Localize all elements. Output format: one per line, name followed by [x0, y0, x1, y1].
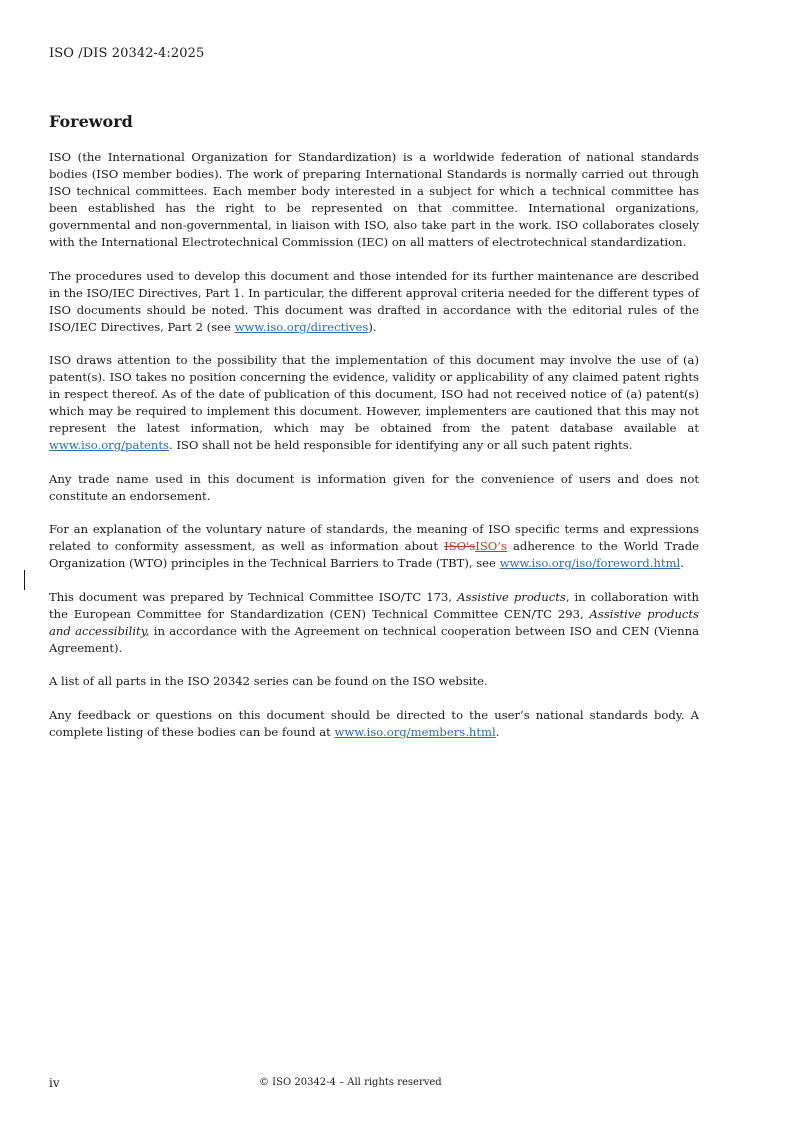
committee-title: Assistive products and accessibility, — [49, 606, 700, 638]
foreword-body — [49, 149, 699, 757]
copyright-notice: © ISO 20342-4 – All rights reserved — [259, 1077, 442, 1088]
paragraph-procedures — [49, 268, 699, 336]
patents-link[interactable]: www.iso.org/patents — [49, 438, 169, 452]
paragraph-text: in accordance with the Agreement on technical cooperation between ISO and CEN (Vienna Agreement). — [49, 623, 699, 655]
page-number: iv — [49, 1076, 60, 1090]
inserted-text: ISO’s — [475, 539, 507, 553]
foreword-link[interactable]: www.iso.org/iso/foreword.html — [499, 556, 681, 570]
paragraph-intro: ISO (the International Organization for Standardization) is a worldwide federation of national standards bodies (ISO member bodies). The work of preparing International Standards is normally carried out through ISO technical committees. Each member body interested in a subject for which a technical committee has been established has the right to be represented on that committee. International organizations, governmental and non-governmental, in liaison with ISO, also take part in the work. ISO collaborates closely with the International Electrotechnical Commission (IEC) on all matters of electrotechnical standardization. — [49, 150, 699, 249]
paragraph-trade-name: Any trade name used in this document is information given for the convenience of users and does not constitute an endorsement. — [49, 471, 699, 503]
section-heading: Foreword — [49, 112, 133, 131]
paragraph-text: , in collaboration with the European Committee for Standardization (CEN) Technical Committee CEN/TC 293, — [49, 589, 699, 621]
paragraph-voluntary — [49, 521, 699, 572]
document-id: ISO /DIS 20342-4:2025 — [49, 46, 205, 61]
paragraph-text: . — [495, 724, 500, 739]
paragraph-text: . ISO shall not be held responsible for identifying any or all such patent rights. — [168, 438, 633, 452]
members-link[interactable]: www.iso.org/members.html — [334, 724, 496, 739]
committee-title: Assistive products — [457, 589, 566, 604]
paragraph-text: This document was prepared by Technical Committee ISO/TC 173, — [49, 589, 458, 604]
paragraph-series: A list of all parts in the ISO 20342 series can be found on the ISO website. — [49, 674, 488, 688]
paragraph-text: The procedures used to develop this document and those intended for its further maintenance are described in the ISO/IEC Directives, Part 1. In particular, the different approval criteria needed for the different types of ISO documents should be noted. This document was drafted in accordance with the editorial rules of the ISO/IEC Directives, Part 2 (see — [49, 268, 699, 334]
paragraph-text: ISO draws attention to the possibility that the implementation of this document may involve the use of (a) patent(s). ISO takes no position concerning the evidence, validity or applicability of any claimed patent rights in respect thereof. As of the date of publication of this document, ISO had not received notice of (a) patent(s) which may be required to implement this document. However, implementers are cautioned that this may not represent the latest information, which may be obtained from the patent database available at — [49, 353, 699, 435]
paragraph-text: ). — [368, 319, 377, 334]
deleted-text: ISO's — [444, 539, 476, 553]
directives-link[interactable]: www.iso.org/directives — [234, 319, 369, 334]
paragraph-text: For an explanation of the voluntary nature of standards, the meaning of ISO specific terms and expressions related to conformity assessment, as well as information about — [49, 522, 699, 553]
paragraph-text: adherence to the World Trade Organization (WTO) principles in the Technical Barriers to Trade (TBT), see — [49, 539, 699, 570]
paragraph-text: Any feedback or questions on this document should be directed to the user’s national standards body. A complete listing of these bodies can be found at — [49, 707, 699, 739]
change-bar — [24, 570, 25, 590]
paragraph-committee — [49, 589, 699, 657]
paragraph-feedback — [49, 707, 699, 741]
paragraph-text: . — [680, 556, 684, 570]
paragraph-patents — [49, 352, 699, 454]
